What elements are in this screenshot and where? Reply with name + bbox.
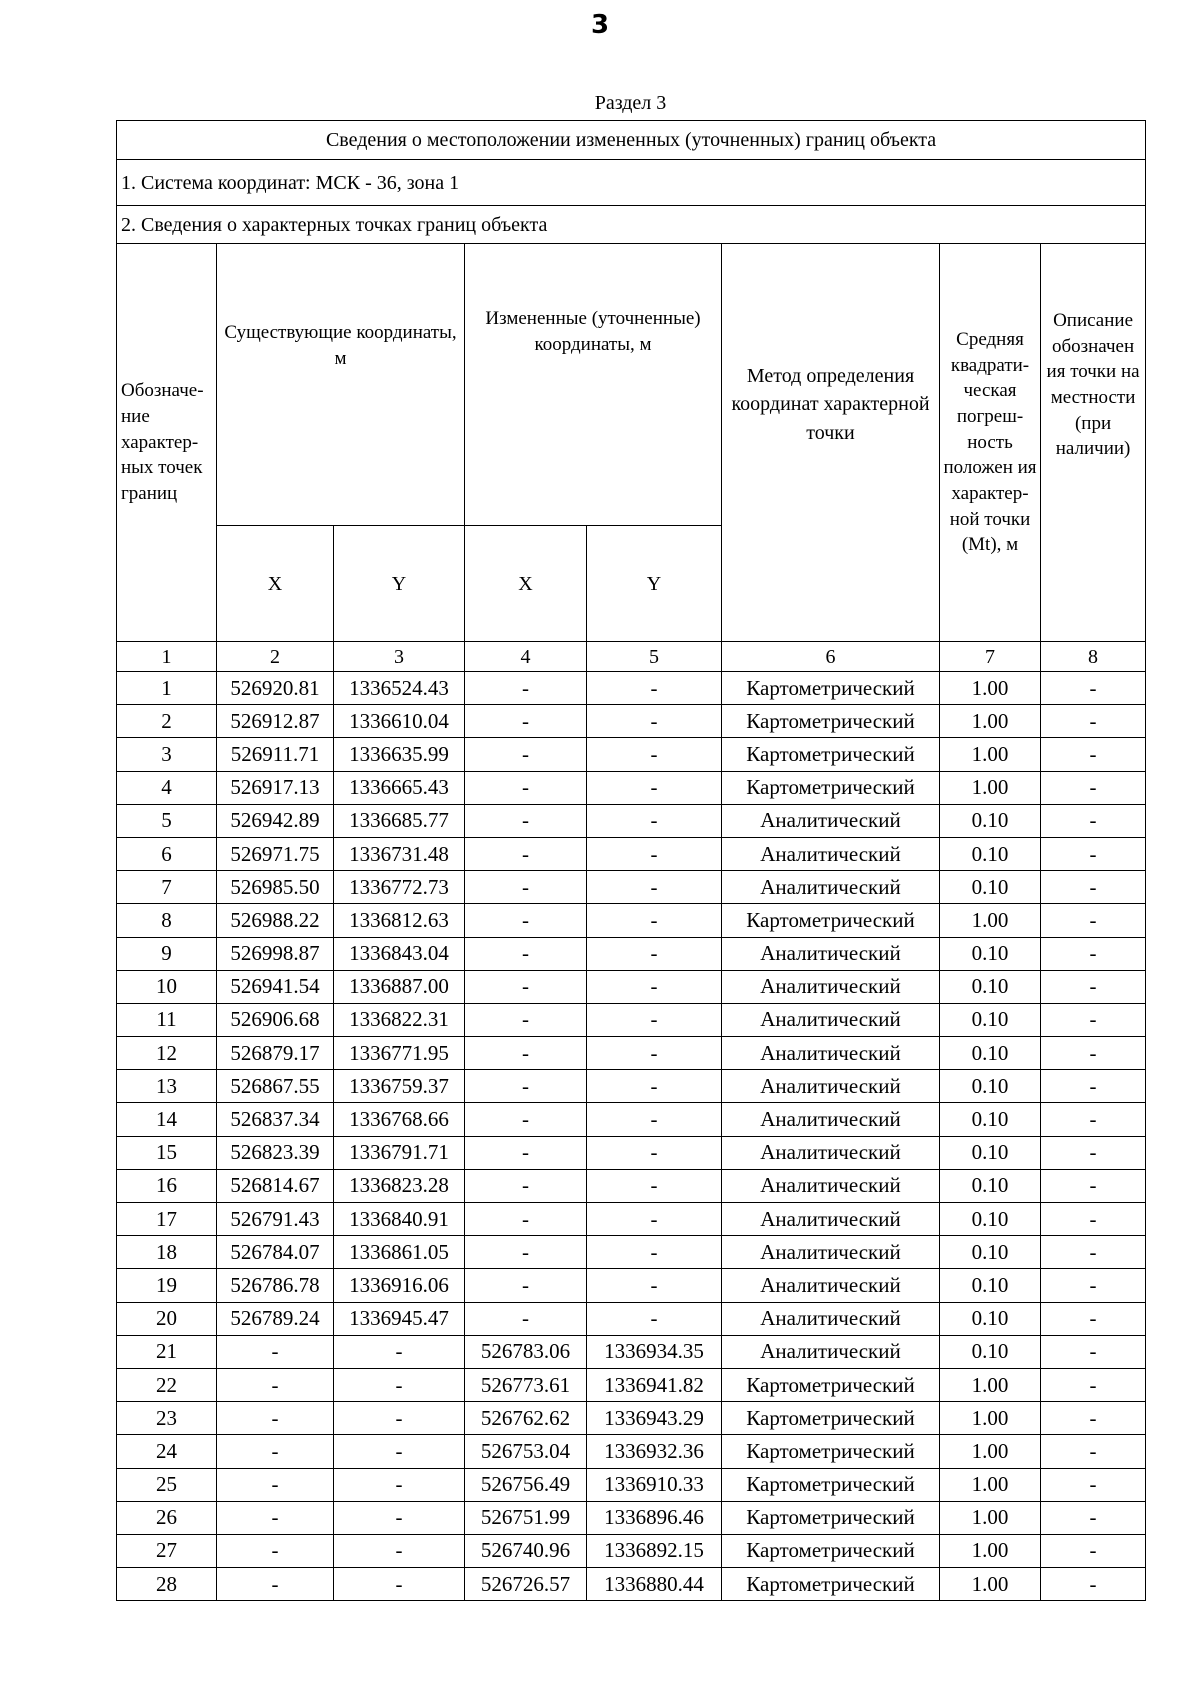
description-cell: - <box>1041 1435 1146 1468</box>
point-number-cell: 21 <box>117 1335 217 1368</box>
table-row <box>117 1136 1146 1169</box>
table-row <box>117 1402 1146 1435</box>
table-row <box>117 970 1146 1003</box>
header-changed-x: X <box>465 526 587 642</box>
table-row <box>117 804 1146 837</box>
existing-y-cell: - <box>334 1468 465 1501</box>
existing-y-cell: 1336840.91 <box>334 1203 465 1236</box>
changed-x-cell: - <box>465 1037 587 1070</box>
existing-y-cell: 1336916.06 <box>334 1269 465 1302</box>
column-number: 5 <box>587 642 722 672</box>
existing-y-cell: 1336524.43 <box>334 672 465 705</box>
existing-y-cell: 1336610.04 <box>334 705 465 738</box>
changed-x-cell: - <box>465 1269 587 1302</box>
existing-y-cell: 1336822.31 <box>334 1003 465 1036</box>
changed-x-cell: - <box>465 738 587 771</box>
mean-error-cell: 0.10 <box>940 1169 1041 1202</box>
mean-error-cell: 0.10 <box>940 837 1041 870</box>
method-cell: Аналитический <box>722 1203 940 1236</box>
method-cell: Аналитический <box>722 1003 940 1036</box>
method-cell: Аналитический <box>722 1136 940 1169</box>
description-cell: - <box>1041 970 1146 1003</box>
description-cell: - <box>1041 1501 1146 1534</box>
existing-x-cell: 526998.87 <box>217 937 334 970</box>
column-number: 1 <box>117 642 217 672</box>
method-cell: Картометрический <box>722 1368 940 1401</box>
mean-error-cell: 1.00 <box>940 738 1041 771</box>
table-row <box>117 1368 1146 1401</box>
point-number-cell: 2 <box>117 705 217 738</box>
existing-x-cell: 526920.81 <box>217 672 334 705</box>
description-cell: - <box>1041 1568 1146 1601</box>
mean-error-cell: 0.10 <box>940 1136 1041 1169</box>
changed-y-cell: 1336941.82 <box>587 1368 722 1401</box>
existing-y-cell: - <box>334 1501 465 1534</box>
point-number-cell: 10 <box>117 970 217 1003</box>
point-number-cell: 11 <box>117 1003 217 1036</box>
description-cell: - <box>1041 771 1146 804</box>
existing-x-cell: - <box>217 1368 334 1401</box>
point-number-cell: 12 <box>117 1037 217 1070</box>
column-number: 2 <box>217 642 334 672</box>
column-number-row <box>117 642 1146 672</box>
coord-system: 1. Система координат: МСК - 36, зона 1 <box>117 160 1146 206</box>
changed-y-cell: - <box>587 837 722 870</box>
existing-x-cell: - <box>217 1335 334 1368</box>
existing-x-cell: 526942.89 <box>217 804 334 837</box>
existing-y-cell: 1336887.00 <box>334 970 465 1003</box>
existing-x-cell: 526985.50 <box>217 871 334 904</box>
existing-y-cell: - <box>334 1335 465 1368</box>
method-cell: Аналитический <box>722 970 940 1003</box>
existing-x-cell: - <box>217 1534 334 1567</box>
description-cell: - <box>1041 1236 1146 1269</box>
mean-error-cell: 0.10 <box>940 1302 1041 1335</box>
mean-error-cell: 1.00 <box>940 1568 1041 1601</box>
changed-y-cell: - <box>587 1103 722 1136</box>
section-label: Раздел 3 <box>594 92 667 114</box>
existing-y-cell: 1336731.48 <box>334 837 465 870</box>
mean-error-cell: 1.00 <box>940 1534 1041 1567</box>
existing-x-cell: - <box>217 1468 334 1501</box>
table-row <box>117 705 1146 738</box>
point-number-cell: 3 <box>117 738 217 771</box>
table-row <box>117 1037 1146 1070</box>
changed-y-cell: - <box>587 1269 722 1302</box>
changed-x-cell: - <box>465 1169 587 1202</box>
changed-x-cell: - <box>465 837 587 870</box>
method-cell: Аналитический <box>722 871 940 904</box>
existing-y-cell: 1336861.05 <box>334 1236 465 1269</box>
table-row <box>117 1169 1146 1202</box>
existing-x-cell: 526837.34 <box>217 1103 334 1136</box>
table-row <box>117 1568 1146 1601</box>
method-cell: Аналитический <box>722 1269 940 1302</box>
changed-y-cell: - <box>587 1070 722 1103</box>
mean-error-cell: 1.00 <box>940 904 1041 937</box>
changed-y-cell: 1336880.44 <box>587 1568 722 1601</box>
column-number: 6 <box>722 642 940 672</box>
existing-y-cell: 1336665.43 <box>334 771 465 804</box>
existing-x-cell: - <box>217 1501 334 1534</box>
changed-x-cell: - <box>465 705 587 738</box>
table-row <box>117 904 1146 937</box>
point-number-cell: 24 <box>117 1435 217 1468</box>
method-cell: Аналитический <box>722 837 940 870</box>
changed-x-cell: 526762.62 <box>465 1402 587 1435</box>
changed-y-cell: - <box>587 705 722 738</box>
existing-x-cell: 526988.22 <box>217 904 334 937</box>
changed-x-cell: - <box>465 937 587 970</box>
mean-error-cell: 1.00 <box>940 771 1041 804</box>
changed-y-cell: 1336910.33 <box>587 1468 722 1501</box>
table-row <box>117 1302 1146 1335</box>
mean-error-cell: 0.10 <box>940 937 1041 970</box>
changed-y-cell: - <box>587 738 722 771</box>
description-cell: - <box>1041 1136 1146 1169</box>
existing-x-cell: 526912.87 <box>217 705 334 738</box>
table-row <box>117 1501 1146 1534</box>
existing-x-cell: 526784.07 <box>217 1236 334 1269</box>
changed-x-cell: - <box>465 1003 587 1036</box>
table-row <box>117 1103 1146 1136</box>
method-cell: Аналитический <box>722 804 940 837</box>
point-number-cell: 13 <box>117 1070 217 1103</box>
description-cell: - <box>1041 1037 1146 1070</box>
changed-x-cell: - <box>465 771 587 804</box>
changed-y-cell: - <box>587 1236 722 1269</box>
point-number-cell: 15 <box>117 1136 217 1169</box>
existing-y-cell: - <box>334 1402 465 1435</box>
point-number-cell: 18 <box>117 1236 217 1269</box>
method-cell: Аналитический <box>722 1236 940 1269</box>
description-cell: - <box>1041 804 1146 837</box>
changed-y-cell: - <box>587 1203 722 1236</box>
existing-y-cell: 1336823.28 <box>334 1169 465 1202</box>
existing-x-cell: 526971.75 <box>217 837 334 870</box>
table-row <box>117 1269 1146 1302</box>
changed-y-cell: - <box>587 1003 722 1036</box>
changed-y-cell: - <box>587 1302 722 1335</box>
table-row <box>117 1468 1146 1501</box>
description-cell: - <box>1041 1335 1146 1368</box>
table-row <box>117 1236 1146 1269</box>
changed-x-cell: 526751.99 <box>465 1501 587 1534</box>
existing-y-cell: 1336759.37 <box>334 1070 465 1103</box>
existing-x-cell: - <box>217 1435 334 1468</box>
method-cell: Аналитический <box>722 1335 940 1368</box>
changed-y-cell: - <box>587 771 722 804</box>
description-cell: - <box>1041 1203 1146 1236</box>
changed-y-cell: 1336896.46 <box>587 1501 722 1534</box>
method-cell: Аналитический <box>722 1169 940 1202</box>
existing-y-cell: 1336791.71 <box>334 1136 465 1169</box>
changed-y-cell: - <box>587 871 722 904</box>
mean-error-cell: 1.00 <box>940 1402 1041 1435</box>
header-changed-y: Y <box>587 526 722 642</box>
changed-y-cell: 1336892.15 <box>587 1534 722 1567</box>
mean-error-cell: 1.00 <box>940 1468 1041 1501</box>
method-cell: Картометрический <box>722 705 940 738</box>
method-cell: Картометрический <box>722 904 940 937</box>
mean-error-cell: 0.10 <box>940 1236 1041 1269</box>
changed-y-cell: 1336934.35 <box>587 1335 722 1368</box>
table-row <box>117 1335 1146 1368</box>
existing-y-cell: - <box>334 1368 465 1401</box>
method-cell: Картометрический <box>722 1468 940 1501</box>
mean-error-cell: 0.10 <box>940 1335 1041 1368</box>
mean-error-cell: 1.00 <box>940 1435 1041 1468</box>
mean-error-cell: 0.10 <box>940 1003 1041 1036</box>
column-number: 4 <box>465 642 587 672</box>
point-number-cell: 8 <box>117 904 217 937</box>
changed-x-cell: - <box>465 1136 587 1169</box>
existing-x-cell: 526789.24 <box>217 1302 334 1335</box>
points-heading: 2. Сведения о характерных точках границ объекта <box>117 206 1146 244</box>
method-cell: Картометрический <box>722 672 940 705</box>
existing-y-cell: - <box>334 1568 465 1601</box>
method-cell: Аналитический <box>722 1070 940 1103</box>
table-row <box>117 1070 1146 1103</box>
changed-x-cell: 526726.57 <box>465 1568 587 1601</box>
header-description: Описание обозначен ия точки на местности (при наличии) <box>1041 244 1146 642</box>
changed-x-cell: - <box>465 1236 587 1269</box>
table-row <box>117 738 1146 771</box>
description-cell: - <box>1041 1169 1146 1202</box>
method-cell: Аналитический <box>722 937 940 970</box>
method-cell: Картометрический <box>722 738 940 771</box>
description-cell: - <box>1041 1103 1146 1136</box>
changed-y-cell: - <box>587 1169 722 1202</box>
header-changed-coords: Измененные (уточненные) координаты, м <box>465 244 722 526</box>
existing-y-cell: - <box>334 1435 465 1468</box>
method-cell: Картометрический <box>722 1402 940 1435</box>
changed-x-cell: 526783.06 <box>465 1335 587 1368</box>
point-number-cell: 28 <box>117 1568 217 1601</box>
mean-error-cell: 0.10 <box>940 1103 1041 1136</box>
point-number-cell: 23 <box>117 1402 217 1435</box>
table-row <box>117 1203 1146 1236</box>
point-number-cell: 20 <box>117 1302 217 1335</box>
method-cell: Картометрический <box>722 1435 940 1468</box>
mean-error-cell: 0.10 <box>940 1203 1041 1236</box>
description-cell: - <box>1041 1368 1146 1401</box>
method-cell: Аналитический <box>722 1103 940 1136</box>
description-cell: - <box>1041 1468 1146 1501</box>
changed-x-cell: - <box>465 1103 587 1136</box>
method-cell: Аналитический <box>722 1302 940 1335</box>
changed-x-cell: 526756.49 <box>465 1468 587 1501</box>
changed-x-cell: - <box>465 1070 587 1103</box>
table-row <box>117 1435 1146 1468</box>
description-cell: - <box>1041 705 1146 738</box>
header-existing-y: Y <box>334 526 465 642</box>
header-existing-x: X <box>217 526 334 642</box>
existing-x-cell: 526814.67 <box>217 1169 334 1202</box>
existing-y-cell: 1336685.77 <box>334 804 465 837</box>
description-cell: - <box>1041 1534 1146 1567</box>
changed-y-cell: - <box>587 970 722 1003</box>
description-cell: - <box>1041 871 1146 904</box>
changed-y-cell: - <box>587 937 722 970</box>
boundary-points-table <box>116 120 1146 1601</box>
point-number-cell: 25 <box>117 1468 217 1501</box>
mean-error-cell: 0.10 <box>940 1070 1041 1103</box>
existing-y-cell: 1336772.73 <box>334 871 465 904</box>
changed-x-cell: 526740.96 <box>465 1534 587 1567</box>
changed-x-cell: 526773.61 <box>465 1368 587 1401</box>
existing-x-cell: 526906.68 <box>217 1003 334 1036</box>
description-cell: - <box>1041 1003 1146 1036</box>
point-number-cell: 4 <box>117 771 217 804</box>
header-existing-coords: Существующие координаты, м <box>217 244 465 526</box>
existing-x-cell: - <box>217 1568 334 1601</box>
point-number-cell: 1 <box>117 672 217 705</box>
mean-error-cell: 1.00 <box>940 1501 1041 1534</box>
changed-x-cell: - <box>465 672 587 705</box>
table-row <box>117 771 1146 804</box>
existing-x-cell: 526786.78 <box>217 1269 334 1302</box>
method-cell: Картометрический <box>722 1568 940 1601</box>
point-number-cell: 19 <box>117 1269 217 1302</box>
changed-y-cell: - <box>587 1136 722 1169</box>
existing-x-cell: 526917.13 <box>217 771 334 804</box>
existing-y-cell: 1336768.66 <box>334 1103 465 1136</box>
existing-x-cell: 526867.55 <box>217 1070 334 1103</box>
table-row <box>117 672 1146 705</box>
point-number-cell: 16 <box>117 1169 217 1202</box>
changed-x-cell: - <box>465 970 587 1003</box>
table-row <box>117 1003 1146 1036</box>
description-cell: - <box>1041 1269 1146 1302</box>
table-title: Сведения о местоположении измененных (уточненных) границ объекта <box>117 121 1146 160</box>
existing-x-cell: 526879.17 <box>217 1037 334 1070</box>
point-number-cell: 14 <box>117 1103 217 1136</box>
existing-y-cell: 1336812.63 <box>334 904 465 937</box>
point-number-cell: 5 <box>117 804 217 837</box>
changed-y-cell: 1336932.36 <box>587 1435 722 1468</box>
changed-y-cell: - <box>587 1037 722 1070</box>
method-cell: Картометрический <box>722 1501 940 1534</box>
description-cell: - <box>1041 1070 1146 1103</box>
point-number-cell: 26 <box>117 1501 217 1534</box>
existing-x-cell: - <box>217 1402 334 1435</box>
changed-x-cell: - <box>465 904 587 937</box>
mean-error-cell: 0.10 <box>940 1037 1041 1070</box>
column-number: 7 <box>940 642 1041 672</box>
header-point-designation: Обозначе-ние характер-ных точек границ <box>117 244 217 642</box>
existing-y-cell: - <box>334 1534 465 1567</box>
mean-error-cell: 1.00 <box>940 705 1041 738</box>
changed-x-cell: - <box>465 1302 587 1335</box>
existing-y-cell: 1336843.04 <box>334 937 465 970</box>
method-cell: Аналитический <box>722 1037 940 1070</box>
mean-error-cell: 0.10 <box>940 804 1041 837</box>
method-cell: Картометрический <box>722 771 940 804</box>
changed-x-cell: - <box>465 871 587 904</box>
header-method: Метод определения координат характерной точки <box>722 244 940 642</box>
description-cell: - <box>1041 937 1146 970</box>
changed-x-cell: - <box>465 804 587 837</box>
description-cell: - <box>1041 1402 1146 1435</box>
changed-y-cell: - <box>587 804 722 837</box>
table-row <box>117 1534 1146 1567</box>
mean-error-cell: 1.00 <box>940 1368 1041 1401</box>
existing-x-cell: 526823.39 <box>217 1136 334 1169</box>
description-cell: - <box>1041 837 1146 870</box>
column-number: 8 <box>1041 642 1146 672</box>
changed-x-cell: 526753.04 <box>465 1435 587 1468</box>
mean-error-cell: 1.00 <box>940 672 1041 705</box>
existing-y-cell: 1336635.99 <box>334 738 465 771</box>
mean-error-cell: 0.10 <box>940 871 1041 904</box>
table-row <box>117 937 1146 970</box>
description-cell: - <box>1041 738 1146 771</box>
changed-y-cell: - <box>587 904 722 937</box>
table-row <box>117 837 1146 870</box>
point-number-cell: 22 <box>117 1368 217 1401</box>
existing-x-cell: 526941.54 <box>217 970 334 1003</box>
table-row <box>117 871 1146 904</box>
column-number: 3 <box>334 642 465 672</box>
mean-error-cell: 0.10 <box>940 970 1041 1003</box>
description-cell: - <box>1041 904 1146 937</box>
existing-x-cell: 526911.71 <box>217 738 334 771</box>
existing-y-cell: 1336945.47 <box>334 1302 465 1335</box>
existing-y-cell: 1336771.95 <box>334 1037 465 1070</box>
point-number-cell: 17 <box>117 1203 217 1236</box>
changed-y-cell: 1336943.29 <box>587 1402 722 1435</box>
point-number-cell: 6 <box>117 837 217 870</box>
description-cell: - <box>1041 672 1146 705</box>
method-cell: Картометрический <box>722 1534 940 1567</box>
existing-x-cell: 526791.43 <box>217 1203 334 1236</box>
mean-error-cell: 0.10 <box>940 1269 1041 1302</box>
page-number: 3 <box>590 10 610 40</box>
header-error: Средняя квадрати-ческая погреш-ность положен ия характер-ной точки (Mt), м <box>940 244 1041 642</box>
point-number-cell: 7 <box>117 871 217 904</box>
point-number-cell: 27 <box>117 1534 217 1567</box>
changed-x-cell: - <box>465 1203 587 1236</box>
point-number-cell: 9 <box>117 937 217 970</box>
changed-y-cell: - <box>587 672 722 705</box>
description-cell: - <box>1041 1302 1146 1335</box>
